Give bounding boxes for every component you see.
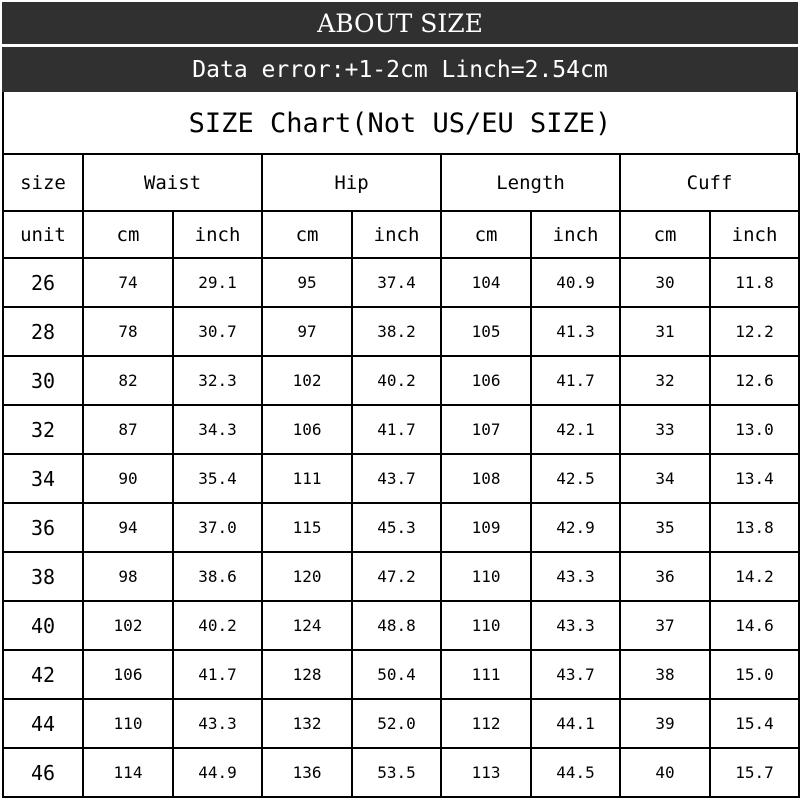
hip-cm-cell: 111	[262, 454, 352, 503]
length-cm-cell: 107	[441, 405, 531, 454]
size-cell: 36	[3, 503, 83, 552]
hip-cm-cell: 95	[262, 258, 352, 307]
size-cell: 30	[3, 356, 83, 405]
length-inch-cell: 43.3	[531, 601, 620, 650]
length-cm-cell: 110	[441, 552, 531, 601]
unit-inch: inch	[173, 211, 262, 258]
waist-cm-cell: 98	[83, 552, 173, 601]
hip-cm-cell: 124	[262, 601, 352, 650]
hip-inch-cell: 50.4	[352, 650, 441, 699]
size-cell: 34	[3, 454, 83, 503]
length-cm-cell: 113	[441, 748, 531, 797]
header-row-groups	[3, 154, 799, 211]
table-row	[3, 307, 799, 356]
unit-cm: cm	[620, 211, 710, 258]
unit-inch: inch	[352, 211, 441, 258]
cuff-inch-cell: 15.7	[710, 748, 799, 797]
length-inch-cell: 43.7	[531, 650, 620, 699]
hip-header: Hip	[262, 154, 441, 211]
cuff-inch-cell: 14.2	[710, 552, 799, 601]
hip-cm-cell: 115	[262, 503, 352, 552]
size-cell: 40	[3, 601, 83, 650]
cuff-cm-cell: 31	[620, 307, 710, 356]
cuff-inch-cell: 14.6	[710, 601, 799, 650]
waist-inch-cell: 41.7	[173, 650, 262, 699]
unit-cm: cm	[441, 211, 531, 258]
length-inch-cell: 40.9	[531, 258, 620, 307]
banner-title: ABOUT SIZE	[2, 2, 798, 46]
table-row	[3, 454, 799, 503]
unit-cm: cm	[262, 211, 352, 258]
hip-inch-cell: 53.5	[352, 748, 441, 797]
size-cell: 46	[3, 748, 83, 797]
waist-cm-cell: 82	[83, 356, 173, 405]
hip-cm-cell: 97	[262, 307, 352, 356]
unit-inch: inch	[531, 211, 620, 258]
chart-title: SIZE Chart(Not US/EU SIZE)	[2, 92, 798, 154]
waist-inch-cell: 40.2	[173, 601, 262, 650]
hip-cm-cell: 106	[262, 405, 352, 454]
cuff-cm-cell: 34	[620, 454, 710, 503]
length-inch-cell: 41.7	[531, 356, 620, 405]
waist-cm-cell: 110	[83, 699, 173, 748]
cuff-inch-cell: 13.8	[710, 503, 799, 552]
size-cell: 32	[3, 405, 83, 454]
hip-cm-cell: 132	[262, 699, 352, 748]
table-row	[3, 405, 799, 454]
size-cell: 42	[3, 650, 83, 699]
cuff-cm-cell: 32	[620, 356, 710, 405]
length-inch-cell: 42.9	[531, 503, 620, 552]
size-cell: 38	[3, 552, 83, 601]
waist-inch-cell: 38.6	[173, 552, 262, 601]
table-row	[3, 748, 799, 797]
hip-inch-cell: 38.2	[352, 307, 441, 356]
unit-cm: cm	[83, 211, 173, 258]
table-row	[3, 699, 799, 748]
cuff-inch-cell: 12.6	[710, 356, 799, 405]
cuff-inch-cell: 12.2	[710, 307, 799, 356]
length-cm-cell: 104	[441, 258, 531, 307]
cuff-header: Cuff	[620, 154, 799, 211]
hip-inch-cell: 45.3	[352, 503, 441, 552]
cuff-cm-cell: 35	[620, 503, 710, 552]
hip-inch-cell: 48.8	[352, 601, 441, 650]
waist-cm-cell: 102	[83, 601, 173, 650]
waist-cm-cell: 114	[83, 748, 173, 797]
table-row	[3, 258, 799, 307]
length-cm-cell: 105	[441, 307, 531, 356]
hip-cm-cell: 136	[262, 748, 352, 797]
cuff-inch-cell: 15.4	[710, 699, 799, 748]
hip-inch-cell: 37.4	[352, 258, 441, 307]
length-cm-cell: 112	[441, 699, 531, 748]
length-cm-cell: 108	[441, 454, 531, 503]
waist-inch-cell: 32.3	[173, 356, 262, 405]
cuff-cm-cell: 39	[620, 699, 710, 748]
waist-cm-cell: 74	[83, 258, 173, 307]
length-cm-cell: 109	[441, 503, 531, 552]
length-cm-cell: 106	[441, 356, 531, 405]
length-inch-cell: 42.5	[531, 454, 620, 503]
length-inch-cell: 44.1	[531, 699, 620, 748]
table-row	[3, 650, 799, 699]
waist-inch-cell: 43.3	[173, 699, 262, 748]
cuff-inch-cell: 13.4	[710, 454, 799, 503]
length-cm-cell: 111	[441, 650, 531, 699]
waist-header: Waist	[83, 154, 262, 211]
length-inch-cell: 41.3	[531, 307, 620, 356]
waist-inch-cell: 37.0	[173, 503, 262, 552]
cuff-inch-cell: 13.0	[710, 405, 799, 454]
waist-inch-cell: 29.1	[173, 258, 262, 307]
length-cm-cell: 110	[441, 601, 531, 650]
size-table	[2, 153, 800, 798]
hip-inch-cell: 40.2	[352, 356, 441, 405]
waist-cm-cell: 78	[83, 307, 173, 356]
waist-cm-cell: 90	[83, 454, 173, 503]
hip-cm-cell: 102	[262, 356, 352, 405]
cuff-cm-cell: 40	[620, 748, 710, 797]
length-inch-cell: 44.5	[531, 748, 620, 797]
waist-inch-cell: 44.9	[173, 748, 262, 797]
size-header: size	[3, 154, 83, 211]
cuff-cm-cell: 36	[620, 552, 710, 601]
header-row-units	[3, 211, 799, 258]
length-inch-cell: 42.1	[531, 405, 620, 454]
size-cell: 26	[3, 258, 83, 307]
hip-inch-cell: 47.2	[352, 552, 441, 601]
unit-header: unit	[3, 211, 83, 258]
table-row	[3, 503, 799, 552]
waist-inch-cell: 34.3	[173, 405, 262, 454]
cuff-inch-cell: 11.8	[710, 258, 799, 307]
table-row	[3, 552, 799, 601]
cuff-cm-cell: 33	[620, 405, 710, 454]
length-header: Length	[441, 154, 620, 211]
hip-cm-cell: 120	[262, 552, 352, 601]
cuff-inch-cell: 15.0	[710, 650, 799, 699]
cuff-cm-cell: 30	[620, 258, 710, 307]
banner-note: Data error:+1-2cm Linch=2.54cm	[2, 47, 798, 92]
waist-cm-cell: 87	[83, 405, 173, 454]
table-row	[3, 356, 799, 405]
size-cell: 44	[3, 699, 83, 748]
hip-inch-cell: 52.0	[352, 699, 441, 748]
hip-inch-cell: 41.7	[352, 405, 441, 454]
waist-cm-cell: 94	[83, 503, 173, 552]
hip-cm-cell: 128	[262, 650, 352, 699]
length-inch-cell: 43.3	[531, 552, 620, 601]
cuff-cm-cell: 37	[620, 601, 710, 650]
waist-cm-cell: 106	[83, 650, 173, 699]
table-row	[3, 601, 799, 650]
size-cell: 28	[3, 307, 83, 356]
cuff-cm-cell: 38	[620, 650, 710, 699]
hip-inch-cell: 43.7	[352, 454, 441, 503]
waist-inch-cell: 35.4	[173, 454, 262, 503]
waist-inch-cell: 30.7	[173, 307, 262, 356]
unit-inch: inch	[710, 211, 799, 258]
